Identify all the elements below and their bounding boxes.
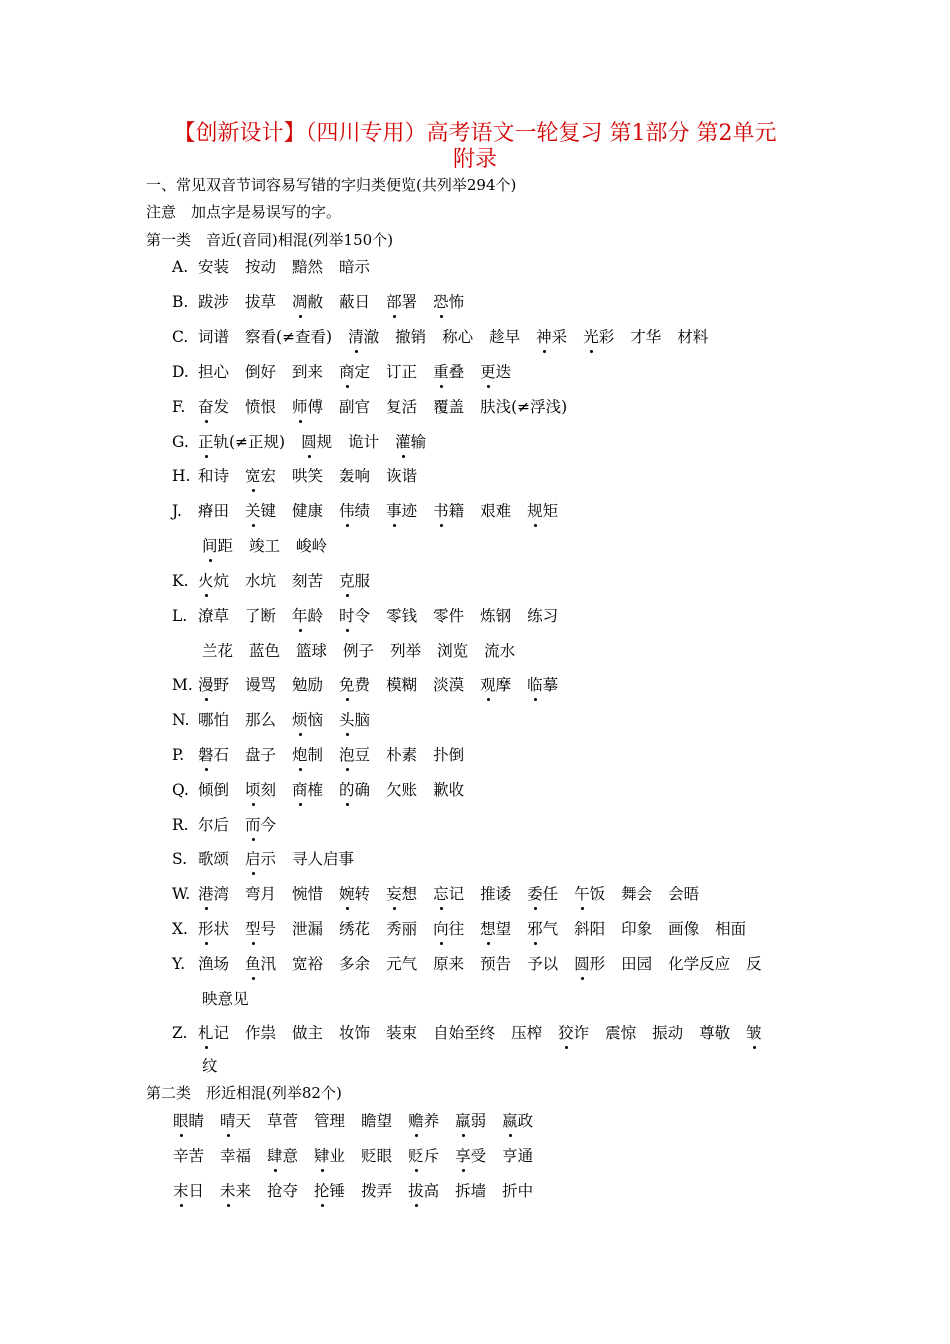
vocab-word: 那么 (245, 711, 277, 729)
emphasis-dot (440, 385, 443, 388)
emphasis-dot (308, 455, 311, 458)
emphasis-dot (487, 385, 490, 388)
row-label: S. (172, 850, 187, 868)
emphasis-dot (402, 455, 405, 458)
vocab-word: 诙谐 (386, 467, 418, 485)
emphasis-dot (299, 629, 302, 632)
emphasis-dot (393, 524, 396, 527)
vocab-word: 草菅 (267, 1112, 299, 1130)
vocab-word: 享受 (455, 1147, 487, 1165)
row-label: D. (172, 363, 189, 381)
emphasis-dot (581, 907, 584, 910)
vocab-word: 磐石 (198, 746, 230, 764)
vocab-word: 间距 (202, 537, 234, 555)
row-label: R. (172, 816, 189, 834)
vocab-word: 反 (746, 955, 762, 973)
vocab-word: 了断 (245, 607, 277, 625)
vocab-word: 妄想 (386, 885, 418, 903)
row-label: X. (172, 920, 188, 938)
vocab-word: 辛苦 (173, 1147, 205, 1165)
vocab-word: 忘记 (433, 885, 465, 903)
vocab-word: 渔场 (198, 955, 230, 973)
emphasis-dot (590, 350, 593, 353)
vocab-word: 赡养 (408, 1112, 440, 1130)
vocab-word: 印象 (621, 920, 653, 938)
note-line: 注意 加点字是易误写的字。 (146, 203, 342, 221)
row-label: Y. (172, 955, 186, 973)
emphasis-dot (227, 1204, 230, 1207)
emphasis-dot (415, 1169, 418, 1172)
vocab-word: 轰响 (339, 467, 371, 485)
vocab-word: 眼睛 (173, 1112, 205, 1130)
emphasis-dot (753, 1046, 756, 1049)
vocab-word: 例子 (343, 642, 375, 660)
word-row (0, 816, 950, 842)
emphasis-dot (534, 698, 537, 701)
word-row (0, 398, 950, 424)
vocab-word: 泡豆 (339, 746, 371, 764)
emphasis-dot (581, 977, 584, 980)
vocab-word: 港湾 (198, 885, 230, 903)
vocab-word: 宽裕 (292, 955, 324, 973)
vocab-word: 午饭 (574, 885, 606, 903)
vocab-word: 自始至终 (433, 1024, 496, 1042)
vocab-word: 勉励 (292, 676, 324, 694)
emphasis-dot (440, 942, 443, 945)
vocab-word: 瘠田 (198, 502, 230, 520)
vocab-word: 漫野 (198, 676, 230, 694)
vocab-word: 炮制 (292, 746, 324, 764)
vocab-word: 而今 (245, 816, 277, 834)
vocab-word: 安装 (198, 258, 230, 276)
vocab-word: 做主 (292, 1024, 324, 1042)
vocab-word: 烦恼 (292, 711, 324, 729)
row-label: N. (172, 711, 190, 729)
vocab-word: 顷刻 (245, 781, 277, 799)
vocab-word: 正轨(≠正规) (198, 433, 286, 451)
vocab-word: 画像 (668, 920, 700, 938)
vocab-word: 形状 (198, 920, 230, 938)
row-label: P. (172, 746, 185, 764)
vocab-word: 泄漏 (292, 920, 324, 938)
word-row (0, 990, 950, 1016)
vocab-word: 伟绩 (339, 502, 371, 520)
vocab-word: 更迭 (480, 363, 512, 381)
vocab-word: 肄业 (314, 1147, 346, 1165)
page-title: 【创新设计】（四川专用）高考语文一轮复习 第1部分 第2单元 (173, 121, 777, 146)
vocab-word: 蔽日 (339, 293, 371, 311)
vocab-word: 察看(≠查看) (245, 328, 333, 346)
vocab-word: 未来 (220, 1182, 252, 1200)
vocab-word: 盘子 (245, 746, 277, 764)
vocab-word: 秀丽 (386, 920, 418, 938)
word-row (0, 502, 950, 528)
emphasis-dot (346, 385, 349, 388)
emphasis-dot (415, 1134, 418, 1137)
vocab-word: 书籍 (433, 502, 465, 520)
vocab-word: 愤恨 (245, 398, 277, 416)
vocab-word: 羸弱 (455, 1112, 487, 1130)
vocab-word: 刻苦 (292, 572, 324, 590)
emphasis-dot (205, 942, 208, 945)
vocab-word: 商榷 (292, 781, 324, 799)
word-row (0, 328, 950, 354)
emphasis-dot (534, 942, 537, 945)
emphasis-dot (462, 1169, 465, 1172)
vocab-word: 想望 (480, 920, 512, 938)
vocab-word: 元气 (386, 955, 418, 973)
vocab-word: 尔后 (198, 816, 230, 834)
vocab-word: 流水 (484, 642, 516, 660)
vocab-word: 水坑 (245, 572, 277, 590)
emphasis-dot (415, 1204, 418, 1207)
emphasis-dot (346, 768, 349, 771)
vocab-word: 材料 (677, 328, 709, 346)
vocab-word: 歌颂 (198, 850, 230, 868)
word-row (0, 572, 950, 598)
emphasis-dot (440, 524, 443, 527)
vocab-word: 按动 (245, 258, 277, 276)
vocab-word: 部署 (386, 293, 418, 311)
word-row (0, 850, 950, 876)
row-label: C. (172, 328, 189, 346)
emphasis-dot (565, 1046, 568, 1049)
emphasis-dot (252, 489, 255, 492)
vocab-word: 词谱 (198, 328, 230, 346)
emphasis-dot (543, 350, 546, 353)
vocab-word: 神采 (536, 328, 568, 346)
emphasis-dot (440, 315, 443, 318)
vocab-word: 暗示 (339, 258, 371, 276)
word-row (0, 1182, 950, 1208)
page-subtitle: 附录 (452, 147, 497, 172)
vocab-word: 哄笑 (292, 467, 324, 485)
vocab-word: 撤销 (395, 328, 427, 346)
word-row (0, 676, 950, 702)
vocab-word: 惋惜 (292, 885, 324, 903)
emphasis-dot (346, 698, 349, 701)
vocab-word: 兰花 (202, 642, 234, 660)
vocab-word: 艰难 (480, 502, 512, 520)
vocab-word: 规矩 (527, 502, 559, 520)
emphasis-dot (205, 594, 208, 597)
emphasis-dot (252, 977, 255, 980)
vocab-word: 浏览 (437, 642, 469, 660)
vocab-word: 鱼汛 (245, 955, 277, 973)
vocab-word: 倾倒 (198, 781, 230, 799)
vocab-word: 商定 (339, 363, 371, 381)
emphasis-dot (509, 1134, 512, 1137)
vocab-word: 肤浅(≠浮浅) (480, 398, 568, 416)
vocab-word: 化学反应 (668, 955, 731, 973)
vocab-word: 列举 (390, 642, 422, 660)
word-row (0, 781, 950, 807)
emphasis-dot (252, 942, 255, 945)
vocab-word: 震惊 (605, 1024, 637, 1042)
vocab-word: 装束 (386, 1024, 418, 1042)
emphasis-dot (299, 733, 302, 736)
vocab-word: 潦草 (198, 607, 230, 625)
vocab-word: 的确 (339, 781, 371, 799)
vocab-word: 宽宏 (245, 467, 277, 485)
vocab-word: 予以 (527, 955, 559, 973)
word-row (0, 537, 950, 563)
emphasis-dot (487, 942, 490, 945)
emphasis-dot (534, 907, 537, 910)
vocab-word: 贬斥 (408, 1147, 440, 1165)
vocab-word: 弯月 (245, 885, 277, 903)
row-label: B. (172, 293, 189, 311)
vocab-word: 火炕 (198, 572, 230, 590)
row-label: J. (172, 502, 182, 520)
vocab-word: 健康 (292, 502, 324, 520)
vocab-word: 头脑 (339, 711, 371, 729)
vocab-word: 清澈 (348, 328, 380, 346)
category-heading: 第一类 音近(音同)相混(列举150个) (146, 231, 394, 249)
vocab-word: 拔高 (408, 1182, 440, 1200)
vocab-word: 竣工 (249, 537, 281, 555)
word-row (0, 920, 950, 946)
vocab-word: 灌输 (395, 433, 427, 451)
word-row (0, 1057, 950, 1083)
word-row (0, 1112, 950, 1138)
emphasis-dot (227, 1134, 230, 1137)
row-label: M. (172, 676, 193, 694)
vocab-word: 斜阳 (574, 920, 606, 938)
row-label: G. (172, 433, 189, 451)
row-label: K. (172, 572, 189, 590)
vocab-word: 亨通 (502, 1147, 534, 1165)
emphasis-dot (346, 629, 349, 632)
word-row (0, 955, 950, 981)
emphasis-dot (346, 594, 349, 597)
section-heading: 一、常见双音节词容易写错的字归类便览(共列举294个) (146, 176, 517, 194)
emphasis-dot (205, 907, 208, 910)
vocab-word: 跋涉 (198, 293, 230, 311)
vocab-word: 和诗 (198, 467, 230, 485)
vocab-word: 抢夺 (267, 1182, 299, 1200)
vocab-word: 扑倒 (433, 746, 465, 764)
word-row (0, 607, 950, 633)
vocab-word: 淡漠 (433, 676, 465, 694)
vocab-word: 晴天 (220, 1112, 252, 1130)
vocab-word: 振动 (652, 1024, 684, 1042)
vocab-word: 作祟 (245, 1024, 277, 1042)
emphasis-dot (299, 315, 302, 318)
emphasis-dot (205, 698, 208, 701)
vocab-word: 时令 (339, 607, 371, 625)
vocab-word: 恐怖 (433, 293, 465, 311)
row-label: A. (172, 258, 189, 276)
vocab-word: 黯然 (292, 258, 324, 276)
vocab-word: 拨弄 (361, 1182, 393, 1200)
emphasis-dot (209, 559, 212, 562)
word-row (0, 363, 950, 389)
vocab-word: 向往 (433, 920, 465, 938)
word-row (0, 642, 950, 668)
word-row (0, 746, 950, 772)
vocab-word: 复活 (386, 398, 418, 416)
vocab-word: 谩骂 (245, 676, 277, 694)
emphasis-dot (321, 1169, 324, 1172)
vocab-word: 年龄 (292, 607, 324, 625)
vocab-word: 田园 (621, 955, 653, 973)
emphasis-dot (252, 838, 255, 841)
vocab-word: 拔草 (245, 293, 277, 311)
emphasis-dot (440, 907, 443, 910)
vocab-word: 副官 (339, 398, 371, 416)
vocab-word: 折中 (502, 1182, 534, 1200)
vocab-word: 纹 (202, 1057, 218, 1075)
row-label: F. (172, 398, 186, 416)
row-label: Q. (172, 781, 189, 799)
vocab-word: 趁早 (489, 328, 521, 346)
vocab-word: 相面 (715, 920, 747, 938)
emphasis-dot (252, 524, 255, 527)
emphasis-dot (393, 315, 396, 318)
vocab-word: 关键 (245, 502, 277, 520)
vocab-word: 朴素 (386, 746, 418, 764)
vocab-word: 狡诈 (558, 1024, 590, 1042)
vocab-word: 抡锤 (314, 1182, 346, 1200)
vocab-word: 覆盖 (433, 398, 465, 416)
vocab-word: 峻岭 (296, 537, 328, 555)
emphasis-dot (487, 698, 490, 701)
vocab-word: 炼钢 (480, 607, 512, 625)
vocab-word: 瞻望 (361, 1112, 393, 1130)
emphasis-dot (355, 350, 358, 353)
vocab-word: 凋敝 (292, 293, 324, 311)
vocab-word: 委任 (527, 885, 559, 903)
emphasis-dot (180, 1204, 183, 1207)
vocab-word: 到来 (292, 363, 324, 381)
row-label: W. (172, 885, 191, 903)
vocab-word: 会晤 (668, 885, 700, 903)
word-row (0, 711, 950, 737)
emphasis-dot (534, 524, 537, 527)
vocab-word: 寻人启事 (292, 850, 355, 868)
vocab-word: 原来 (433, 955, 465, 973)
word-row (0, 885, 950, 911)
vocab-word: 婉转 (339, 885, 371, 903)
emphasis-dot (321, 1204, 324, 1207)
vocab-word: 预告 (480, 955, 512, 973)
vocab-word: 师傅 (292, 398, 324, 416)
vocab-word: 圆形 (574, 955, 606, 973)
vocab-word: 事迹 (386, 502, 418, 520)
vocab-word: 末日 (173, 1182, 205, 1200)
emphasis-dot (393, 907, 396, 910)
emphasis-dot (205, 420, 208, 423)
vocab-word: 歉收 (433, 781, 465, 799)
vocab-word: 哪怕 (198, 711, 230, 729)
word-row (0, 433, 950, 459)
emphasis-dot (346, 907, 349, 910)
vocab-word: 光彩 (583, 328, 615, 346)
row-label: L. (172, 607, 188, 625)
vocab-word: 管理 (314, 1112, 346, 1130)
category-heading-2: 第二类 形近相混(列举82个) (146, 1084, 342, 1102)
vocab-word: 克服 (339, 572, 371, 590)
vocab-word: 欠账 (386, 781, 418, 799)
vocab-word: 拆墙 (455, 1182, 487, 1200)
vocab-word: 皱 (746, 1024, 762, 1042)
vocab-word: 篮球 (296, 642, 328, 660)
vocab-word: 型号 (245, 920, 277, 938)
vocab-word: 模糊 (386, 676, 418, 694)
vocab-word: 诡计 (348, 433, 380, 451)
vocab-word: 压榨 (511, 1024, 543, 1042)
emphasis-dot (299, 803, 302, 806)
vocab-word: 启示 (245, 850, 277, 868)
vocab-word: 订正 (386, 363, 418, 381)
vocab-word: 蓝色 (249, 642, 281, 660)
word-row (0, 258, 950, 284)
vocab-word: 幸福 (220, 1147, 252, 1165)
word-row (0, 1024, 950, 1050)
emphasis-dot (462, 1134, 465, 1137)
emphasis-dot (205, 455, 208, 458)
vocab-word: 担心 (198, 363, 230, 381)
vocab-word: 临摹 (527, 676, 559, 694)
vocab-word: 推诿 (480, 885, 512, 903)
vocab-word: 才华 (630, 328, 662, 346)
vocab-word: 圆规 (301, 433, 333, 451)
emphasis-dot (180, 1134, 183, 1137)
emphasis-dot (205, 1046, 208, 1049)
emphasis-dot (274, 1169, 277, 1172)
vocab-word: 舞会 (621, 885, 653, 903)
vocab-word: 奋发 (198, 398, 230, 416)
word-row (0, 1147, 950, 1173)
vocab-word: 尊敬 (699, 1024, 731, 1042)
row-label: H. (172, 467, 191, 485)
emphasis-dot (346, 524, 349, 527)
vocab-word: 称心 (442, 328, 474, 346)
vocab-word: 贬眼 (361, 1147, 393, 1165)
vocab-word: 重叠 (433, 363, 465, 381)
vocab-word: 肆意 (267, 1147, 299, 1165)
vocab-word: 倒好 (245, 363, 277, 381)
vocab-word: 观摩 (480, 676, 512, 694)
vocab-word: 邪气 (527, 920, 559, 938)
emphasis-dot (299, 768, 302, 771)
emphasis-dot (299, 420, 302, 423)
word-row (0, 467, 950, 493)
vocab-word: 零钱 (386, 607, 418, 625)
vocab-word: 嬴政 (502, 1112, 534, 1130)
vocab-word: 映意见 (202, 990, 249, 1008)
row-label: Z. (172, 1024, 188, 1042)
vocab-word: 零件 (433, 607, 465, 625)
emphasis-dot (252, 872, 255, 875)
vocab-word: 练习 (527, 607, 559, 625)
word-row (0, 293, 950, 319)
vocab-word: 绣花 (339, 920, 371, 938)
vocab-word: 札记 (198, 1024, 230, 1042)
vocab-word: 免费 (339, 676, 371, 694)
emphasis-dot (346, 733, 349, 736)
emphasis-dot (346, 803, 349, 806)
emphasis-dot (252, 803, 255, 806)
vocab-word: 多余 (339, 955, 371, 973)
vocab-word: 妆饰 (339, 1024, 371, 1042)
emphasis-dot (205, 768, 208, 771)
